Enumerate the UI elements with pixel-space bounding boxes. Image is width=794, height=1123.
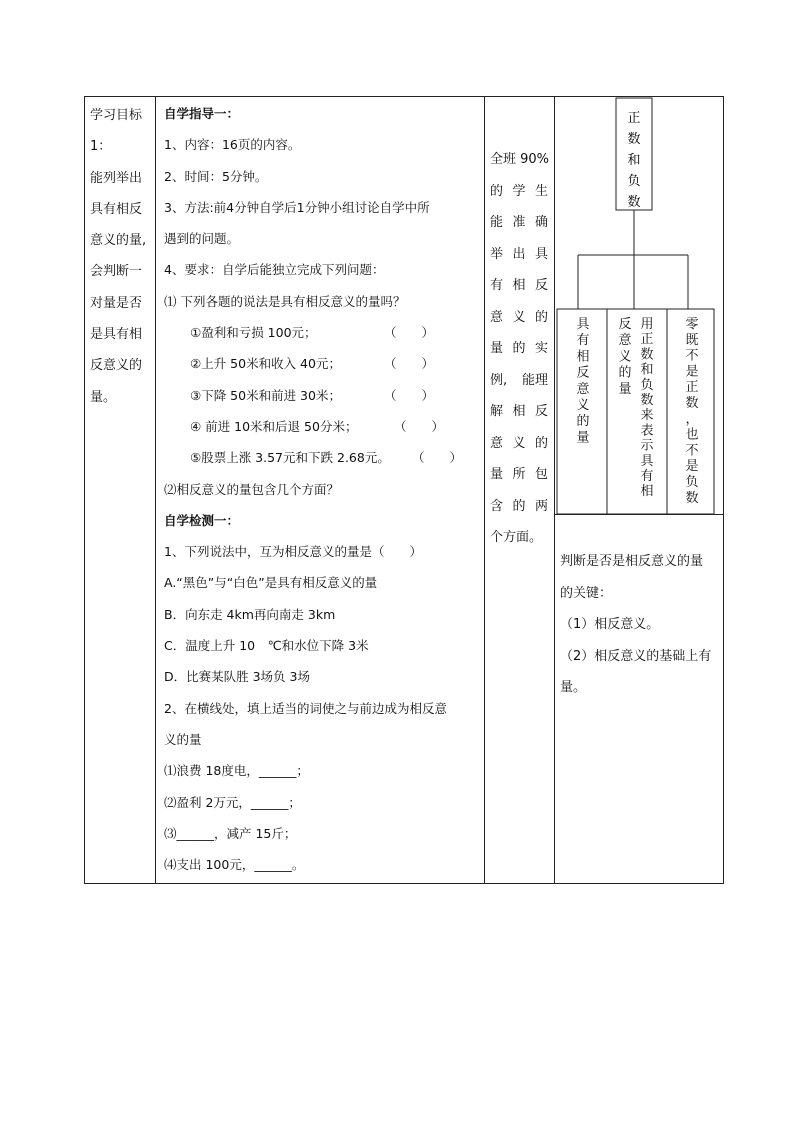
branch-label: 零既不是正数，也不是负数 [685, 317, 699, 506]
key-line: 判断是否是相反意义的量 [560, 554, 704, 569]
self-study-heading: 自学指导一： [164, 106, 240, 121]
outcome-line [490, 207, 548, 239]
outcome-text: 具 [534, 246, 548, 262]
key-line: （2）相反意义的基础上有 [560, 648, 712, 664]
goal-line: 意义的量, [90, 233, 147, 249]
goal-line: 会判断一 [90, 264, 143, 280]
outcome-text: 两 [534, 498, 548, 514]
key-points-column [560, 546, 720, 704]
outcome-line [490, 522, 548, 554]
outcome-line [490, 333, 548, 365]
outcome-text: 的 [534, 435, 548, 451]
key-line: （1）相反意义。 [560, 617, 660, 632]
outcome-text: 的 [512, 341, 526, 356]
outcome-text: 所 [512, 467, 526, 482]
question-1: ⑴ 下列各题的说法是具有相反意义的量吗？ [164, 293, 406, 309]
content-line: 1、内容：16页的内容。 [164, 137, 301, 153]
test-question: 义的量 [164, 731, 202, 747]
goal-line: 学习目标 [90, 108, 143, 123]
outcome-text: 意 [490, 435, 504, 451]
column-divider [484, 96, 485, 884]
fill-item: ⑶______，减产 15斤； [164, 825, 297, 841]
key-line: 的关键： [560, 585, 613, 601]
outcome-line [490, 428, 548, 460]
fill-item: ⑴浪费 18度电，______； [164, 763, 309, 779]
branch-label: 用正数和负数来表示具有相 [640, 317, 654, 500]
outcome-line [490, 491, 548, 523]
goal-line: 具有相反 [90, 201, 143, 217]
concept-diagram [555, 96, 725, 516]
root-char: 数 [627, 195, 641, 210]
outcome-text: 能 [490, 215, 504, 230]
goal-line: 量。 [90, 389, 117, 405]
branch-label: 具有相反意义的量 [576, 317, 590, 446]
outcome-text: 的 [490, 183, 504, 199]
outcome-text: 的 [534, 309, 548, 325]
outcome-line [490, 302, 548, 334]
outcome-text: 生 [534, 183, 548, 199]
test-question: 1、下列说法中，互为相反意义的量是（ ） [164, 544, 422, 560]
outcome-text: 准 [512, 215, 526, 230]
fill-item: ⑵盈利 2万元，______； [164, 794, 301, 810]
requirement-line: 4、要求：自学后能独立完成下列问题： [164, 262, 385, 278]
fill-item: ⑷支出 100元，______。 [164, 857, 305, 873]
outcome-text: 有 [490, 278, 504, 293]
key-line: 量。 [560, 680, 587, 695]
outcome-text: 义 [512, 435, 526, 451]
outcome-text: 能理 [521, 372, 548, 388]
root-char: 数 [627, 132, 641, 147]
outcome-text: 全班 90% [490, 152, 550, 167]
outcome-text: 的 [512, 498, 526, 514]
outcome-line [490, 270, 548, 302]
outcome-text: 含 [490, 498, 504, 514]
outcome-text: 量 [490, 467, 504, 482]
question-item: ⑤股票上涨 3.57元和下跌 2.68元。 （ ） [190, 450, 463, 466]
outcome-text: 实 [534, 341, 548, 356]
column-divider [155, 96, 156, 884]
outcome-text: 相 [512, 278, 526, 293]
self-check-heading: 自学检测一： [164, 512, 240, 528]
time-line: 2、时间：5分钟。 [164, 168, 268, 184]
outcome-line [490, 144, 548, 176]
root-char: 负 [627, 174, 641, 189]
outcome-text: 例, [490, 372, 508, 388]
outcome-text: 量 [490, 341, 504, 356]
outcome-line [490, 365, 548, 397]
root-char: 正 [627, 111, 641, 126]
option-b: B．向东走 4km再向南走 3km [164, 606, 336, 622]
option-c: C．温度上升 10 ℃和水位下降 3米 [164, 638, 369, 654]
outcome-text: 意 [490, 309, 504, 325]
outcome-text: 解 [490, 404, 504, 419]
test-question: 2、在横线处，填上适当的词使之与前边成为相反意 [164, 700, 447, 716]
option-a: A.“黑色”与“白色”是具有相反意义的量 [164, 575, 378, 591]
outcome-text: 举 [490, 246, 504, 262]
question-2: ⑵相反意义的量包含几个方面？ [164, 481, 340, 497]
outcome-column [490, 144, 548, 554]
outcome-line [490, 176, 548, 208]
outcome-text: 学 [512, 183, 526, 199]
root-char: 和 [627, 153, 641, 168]
outcome-text: 包 [534, 467, 548, 482]
outcome-text: 个方面。 [490, 530, 543, 545]
learning-goal-column [90, 96, 152, 413]
outcome-text: 出 [512, 246, 526, 262]
goal-line: 是具有相 [90, 327, 143, 343]
outcome-text: 反 [534, 278, 548, 293]
goal-line: 反意义的 [90, 358, 143, 374]
goal-line: 能列举出 [90, 170, 143, 186]
method-line: 遇到的问题。 [164, 231, 240, 247]
self-study-column [164, 96, 480, 880]
method-line: 3、方法:前4分钟自学后1分钟小组讨论自学中所 [164, 199, 430, 215]
outcome-text: 反 [534, 404, 548, 419]
outcome-text: 义 [512, 309, 526, 325]
outcome-line [490, 239, 548, 271]
diagram-branch-text [576, 317, 698, 506]
outcome-text: 确 [534, 215, 548, 230]
goal-line: 1： [90, 139, 112, 155]
outcome-line [490, 459, 548, 491]
question-item: ④ 前进 10米和后退 50分米； （ ） [190, 418, 445, 434]
goal-line: 对量是否 [90, 295, 143, 311]
outcome-text: 相 [512, 404, 526, 419]
outcome-line [490, 396, 548, 428]
question-item: ①盈利和亏损 100元； （ ） [190, 325, 435, 341]
question-item: ③下降 50米和前进 30米； （ ） [190, 387, 435, 403]
branch-label: 反意义的量 [618, 317, 632, 397]
option-d: D．比赛某队胜 3场负 3场 [164, 669, 310, 685]
question-item: ②上升 50米和收入 40元； （ ） [190, 356, 435, 372]
